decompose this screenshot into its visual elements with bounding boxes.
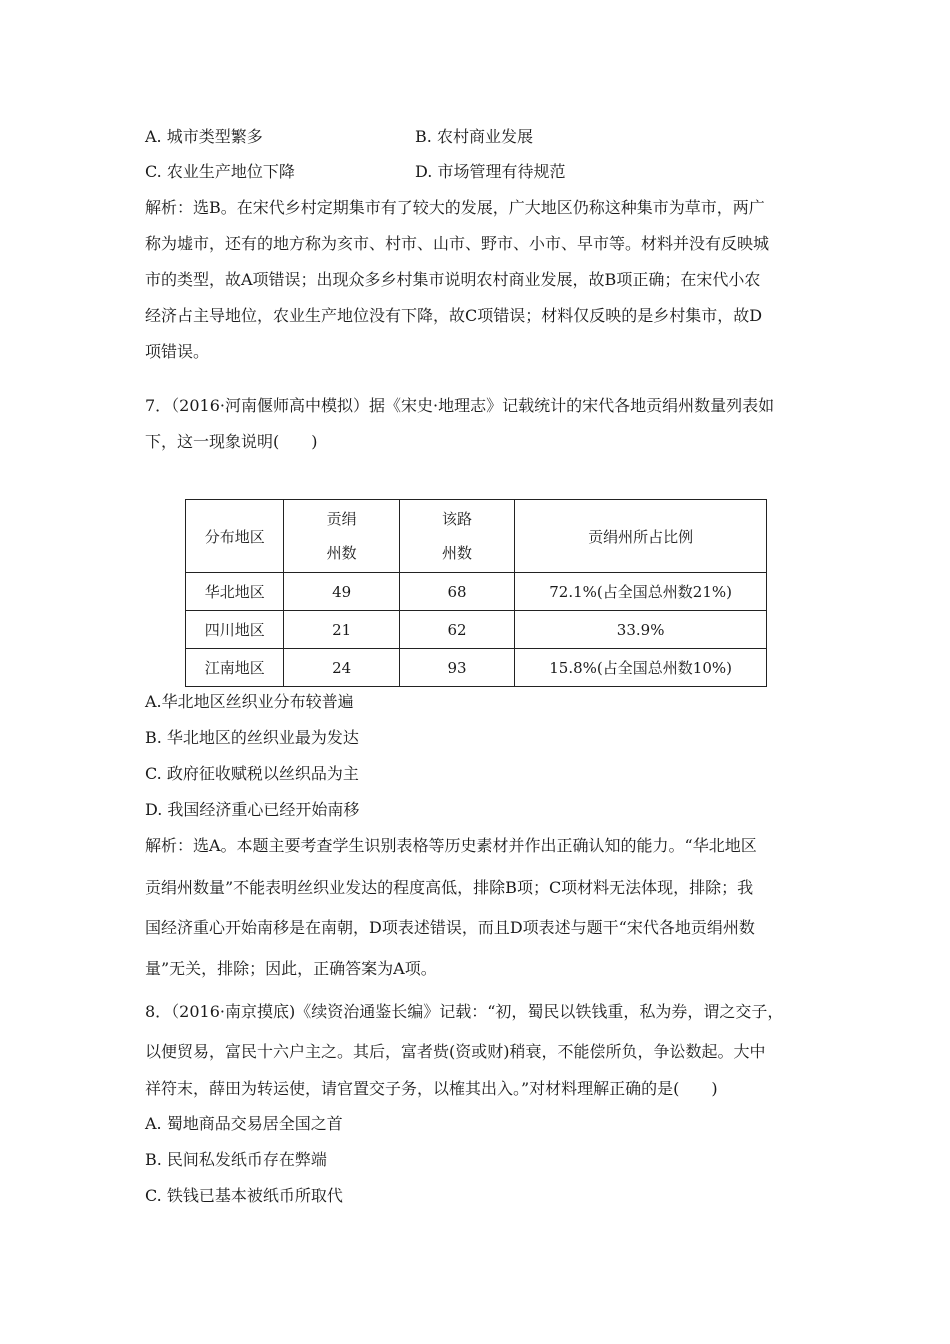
q7-analysis-line: 贡绢州数量”不能表明丝织业发达的程度高低，排除B项；C项材料无法体现，排除；我: [145, 878, 754, 897]
q7-stem-line: 下，这一现象说明( ): [145, 432, 318, 451]
q6-option-a: A. 城市类型繁多: [145, 127, 263, 146]
q7-option-b: B. 华北地区的丝织业最为发达: [145, 728, 359, 747]
cell-region: 华北地区: [186, 573, 284, 611]
q8-stem-line: 8．（2016·南京摸底)《续资治通鉴长编》记载：“初，蜀民以铁钱重，私为券，谓之交子，: [145, 1002, 784, 1021]
q6-analysis-line: 项错误。: [145, 342, 210, 361]
header-region: 分布地区: [186, 500, 284, 573]
q6-analysis-line: 市的类型，故A项错误；出现众多乡村集市说明农村商业发展，故B项正确；在宋代小农: [145, 270, 761, 289]
q8-stem-line: 祥符末，薛田为转运使，请官置交子务，以榷其出入。”对材料理解正确的是( ): [145, 1079, 718, 1098]
cell-route: 62: [399, 611, 514, 649]
q6-analysis-line: 经济占主导地位，农业生产地位没有下降，故C项错误；材料仅反映的是乡村集市，故D: [145, 306, 763, 325]
q7-option-d: D. 我国经济重心已经开始南移: [145, 800, 360, 819]
cell-tribute: 24: [284, 649, 399, 687]
cell-tribute: 21: [284, 611, 399, 649]
table-row: [186, 573, 767, 611]
header-ratio: 贡绢州所占比例: [515, 500, 767, 573]
header-route-count: 该路 州数: [399, 500, 514, 573]
cell-tribute: 49: [284, 573, 399, 611]
table-row: [186, 649, 767, 687]
q7-analysis-line: 国经济重心开始南移是在南朝，D项表述错误，而且D项表述与题干“宋代各地贡绢州数: [145, 918, 755, 937]
cell-region: 江南地区: [186, 649, 284, 687]
q6-option-b: B. 农村商业发展: [415, 127, 533, 146]
q8-option-b: B. 民间私发纸币存在弊端: [145, 1150, 327, 1169]
cell-route: 68: [399, 573, 514, 611]
table-header-row: [186, 500, 767, 573]
q6-option-d: D. 市场管理有待规范: [415, 162, 566, 181]
cell-ratio: 33.9%: [515, 611, 767, 649]
q7-option-c: C. 政府征收赋税以丝织品为主: [145, 764, 359, 783]
cell-region: 四川地区: [186, 611, 284, 649]
q7-analysis-line: 量”无关，排除；因此，正确答案为A项。: [145, 959, 437, 978]
header-tribute-count: 贡绢 州数: [284, 500, 399, 573]
table-row: [186, 611, 767, 649]
cell-ratio: 15.8%(占全国总州数10%): [515, 649, 767, 687]
q8-option-c: C. 铁钱已基本被纸币所取代: [145, 1186, 343, 1205]
q6-analysis-line: 解析：选B。在宋代乡村定期集市有了较大的发展，广大地区仍称这种集市为草市，两广: [145, 198, 765, 217]
cell-route: 93: [399, 649, 514, 687]
q8-stem-line: 以便贸易，富民十六户主之。其后，富者赀(资或财)稍衰，不能偿所负，争讼数起。大中: [145, 1042, 766, 1061]
q6-analysis-line: 称为墟市，还有的地方称为亥市、村市、山市、野市、小市、早市等。材料并没有反映城: [145, 234, 770, 253]
cell-ratio: 72.1%(占全国总州数21%): [515, 573, 767, 611]
q7-option-a: A.华北地区丝织业分布较普遍: [145, 692, 354, 711]
tribute-silk-table: [185, 499, 767, 687]
q7-stem-line: 7．（2016·河南偃师高中模拟）据《宋史·地理志》记载统计的宋代各地贡绢州数量列表如: [145, 396, 775, 415]
q6-option-c: C. 农业生产地位下降: [145, 162, 295, 181]
q8-option-a: A. 蜀地商品交易居全国之首: [145, 1114, 343, 1133]
q7-analysis-line: 解析：选A。本题主要考查学生识别表格等历史素材并作出正确认知的能力。“华北地区: [145, 836, 757, 855]
